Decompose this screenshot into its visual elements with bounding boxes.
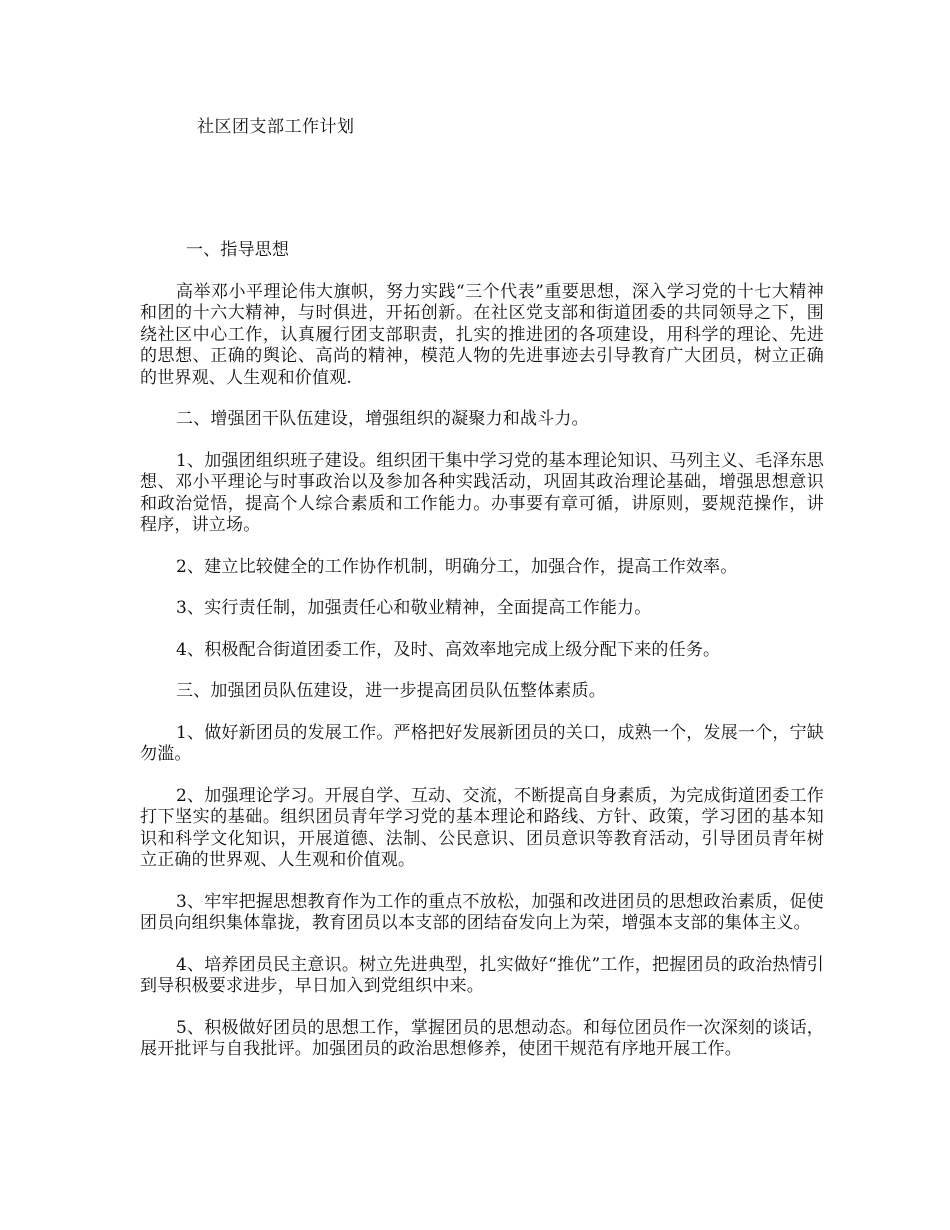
section-heading-cadre-team: 二、增强团干队伍建设，增强组织的凝聚力和战斗力。 xyxy=(176,409,589,429)
paragraph: 2、建立比较健全的工作协作机制，明确分工，加强合作，提高工作效率。 xyxy=(176,556,738,577)
document-body xyxy=(140,240,824,1081)
paragraph: 高举邓小平理论伟大旗帜，努力实践“三个代表”重要思想，深入学习党的十七大精神和团的十六大精神，与时俱进，开拓创新。在社区党支部和街道团委的共同领导之下，围绕社区中心工作，认真履行团支部职责，扎实的推进团的各项建设，用科学的理论、先进的思想、正确的舆论、高尚的精神，模范人物的先进事迹去引导教育广大团员，树立正确的世界观、人生观和价值观. xyxy=(140,281,824,388)
paragraph: 1、做好新团员的发展工作。严格把好发展新团员的关口，成熟一个，发展一个，宁缺勿滥。 xyxy=(140,722,824,764)
paragraph: 3、牢牢把握思想教育作为工作的重点不放松，加强和改进团员的思想政治素质，促使团员向组织集体靠拢，教育团员以本支部的团结奋发向上为荣，增强本支部的集体主义。 xyxy=(140,891,824,933)
paragraph: 1、加强团组织班子建设。组织团干集中学习党的基本理论知识、马列主义、毛泽东思想、邓小平理论与时事政治以及参加各种实践活动，巩固其政治理论基础，增强思想意识和政治觉悟，提高个人综合素质和工作能力。办事要有章可循，讲原则，要规范操作，讲程序，讲立场。 xyxy=(140,450,824,535)
paragraph: 4、积极配合街道团委工作，及时、高效率地完成上级分配下来的任务。 xyxy=(176,639,721,660)
paragraph: 4、培养团员民主意识。树立先进典型，扎实做好“推优”工作，把握团员的政治热情引到导积极要求进步，早日加入到党组织中来。 xyxy=(140,954,824,996)
paragraph: 3、实行责任制，加强责任心和敬业精神，全面提高工作能力。 xyxy=(176,598,652,618)
paragraph: 5、积极做好团员的思想工作，掌握团员的思想动态。和每位团员作一次深刻的谈话，展开批评与自我批评。加强团员的政治思想修养，使团干规范有序地开展工作。 xyxy=(140,1017,824,1059)
paragraph: 2、加强理论学习。开展自学、互动、交流，不断提高自身素质，为完成街道团委工作打下坚实的基础。组织团员青年学习党的基本理论和路线、方针、政策，学习团的基本知识和科学文化知识，开展道德、法制、公民意识、团员意识等教育活动，引导团员青年树立正确的世界观、人生观和价值观。 xyxy=(140,785,824,870)
section-heading-guiding-thought: 一、指导思想 xyxy=(186,240,290,260)
section-heading-member-team: 三、加强团员队伍建设，进一步提高团员队伍整体素质。 xyxy=(176,681,606,701)
document-title: 社区团支部工作计划 xyxy=(197,117,355,137)
